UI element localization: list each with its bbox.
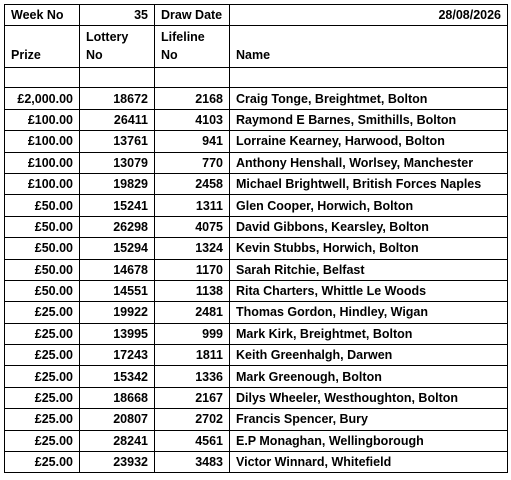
prize-cell: £100.00 bbox=[5, 131, 80, 152]
results-table bbox=[4, 4, 508, 473]
table-row bbox=[5, 280, 508, 301]
winner-name-cell: Francis Spencer, Bury bbox=[230, 409, 508, 430]
lottery-number-cell: 13995 bbox=[80, 323, 155, 344]
lifeline-number-cell: 2458 bbox=[155, 173, 230, 194]
table-row bbox=[5, 259, 508, 280]
lifeline-number-cell: 1138 bbox=[155, 280, 230, 301]
draw-date-value: 28/08/2026 bbox=[230, 5, 508, 26]
prize-cell: £25.00 bbox=[5, 452, 80, 473]
prize-cell: £25.00 bbox=[5, 302, 80, 323]
winner-name-cell: David Gibbons, Kearsley, Bolton bbox=[230, 216, 508, 237]
lifeline-number-cell: 2702 bbox=[155, 409, 230, 430]
lottery-number-cell: 15342 bbox=[80, 366, 155, 387]
winner-name-cell: Rita Charters, Whittle Le Woods bbox=[230, 280, 508, 301]
blank-cell bbox=[230, 68, 508, 88]
lottery-number-cell: 23932 bbox=[80, 452, 155, 473]
lottery-number-cell: 26298 bbox=[80, 216, 155, 237]
lifeline-number-cell: 999 bbox=[155, 323, 230, 344]
week-label: Week No bbox=[5, 5, 80, 26]
table-row bbox=[5, 216, 508, 237]
table-row bbox=[5, 345, 508, 366]
winner-name-cell: Michael Brightwell, British Forces Naples bbox=[230, 173, 508, 194]
prize-cell: £50.00 bbox=[5, 195, 80, 216]
winner-name-cell: Thomas Gordon, Hindley, Wigan bbox=[230, 302, 508, 323]
winner-name-cell: Lorraine Kearney, Harwood, Bolton bbox=[230, 131, 508, 152]
blank-row bbox=[5, 68, 508, 88]
lifeline-number-cell: 1170 bbox=[155, 259, 230, 280]
lottery-number-cell: 15294 bbox=[80, 238, 155, 259]
column-header-row bbox=[5, 26, 508, 68]
name-column-header: Name bbox=[230, 26, 508, 68]
table-row bbox=[5, 387, 508, 408]
lifeline-number-cell: 4075 bbox=[155, 216, 230, 237]
lottery-number-cell: 13761 bbox=[80, 131, 155, 152]
blank-cell bbox=[5, 68, 80, 88]
lifeline-number-cell: 4561 bbox=[155, 430, 230, 451]
winner-name-cell: Glen Cooper, Horwich, Bolton bbox=[230, 195, 508, 216]
winner-name-cell: Mark Kirk, Breightmet, Bolton bbox=[230, 323, 508, 344]
lifeline-number-cell: 1324 bbox=[155, 238, 230, 259]
prize-cell: £25.00 bbox=[5, 323, 80, 344]
header-row bbox=[5, 5, 508, 26]
winner-name-cell: Raymond E Barnes, Smithills, Bolton bbox=[230, 109, 508, 130]
lifeline-number-cell: 4103 bbox=[155, 109, 230, 130]
lottery-number-cell: 14678 bbox=[80, 259, 155, 280]
lifeline-number-cell: 1811 bbox=[155, 345, 230, 366]
table-row bbox=[5, 195, 508, 216]
blank-cell bbox=[80, 68, 155, 88]
prize-cell: £100.00 bbox=[5, 152, 80, 173]
winner-name-cell: E.P Monaghan, Wellingborough bbox=[230, 430, 508, 451]
table-row bbox=[5, 302, 508, 323]
winner-name-cell: Mark Greenough, Bolton bbox=[230, 366, 508, 387]
table-row bbox=[5, 88, 508, 109]
winner-name-cell: Keith Greenhalgh, Darwen bbox=[230, 345, 508, 366]
lifeline-number-cell: 2168 bbox=[155, 88, 230, 109]
table-row bbox=[5, 409, 508, 430]
table-row bbox=[5, 238, 508, 259]
table-row bbox=[5, 152, 508, 173]
prize-cell: £50.00 bbox=[5, 238, 80, 259]
winner-name-cell: Anthony Henshall, Worlsey, Manchester bbox=[230, 152, 508, 173]
winner-name-cell: Kevin Stubbs, Horwich, Bolton bbox=[230, 238, 508, 259]
lifeline-number-cell: 2481 bbox=[155, 302, 230, 323]
lifeline-number-cell: 770 bbox=[155, 152, 230, 173]
table-row bbox=[5, 366, 508, 387]
prize-cell: £50.00 bbox=[5, 216, 80, 237]
prize-cell: £100.00 bbox=[5, 173, 80, 194]
table-row bbox=[5, 173, 508, 194]
lifeline-number-cell: 1336 bbox=[155, 366, 230, 387]
table-row bbox=[5, 430, 508, 451]
prize-cell: £25.00 bbox=[5, 387, 80, 408]
winner-name-cell: Dilys Wheeler, Westhoughton, Bolton bbox=[230, 387, 508, 408]
blank-cell bbox=[155, 68, 230, 88]
lottery-number-cell: 18668 bbox=[80, 387, 155, 408]
lottery-number-cell: 19829 bbox=[80, 173, 155, 194]
lifeline-number-cell: 941 bbox=[155, 131, 230, 152]
prize-cell: £2,000.00 bbox=[5, 88, 80, 109]
prize-cell: £50.00 bbox=[5, 280, 80, 301]
prize-cell: £50.00 bbox=[5, 259, 80, 280]
draw-date-label: Draw Date bbox=[155, 5, 230, 26]
winner-name-cell: Sarah Ritchie, Belfast bbox=[230, 259, 508, 280]
table-row bbox=[5, 131, 508, 152]
lottery-column-header: Lottery No bbox=[80, 26, 155, 68]
lottery-number-cell: 17243 bbox=[80, 345, 155, 366]
lifeline-number-cell: 1311 bbox=[155, 195, 230, 216]
table-row bbox=[5, 452, 508, 473]
lottery-number-cell: 19922 bbox=[80, 302, 155, 323]
prize-cell: £25.00 bbox=[5, 430, 80, 451]
prize-column-header: Prize bbox=[5, 26, 80, 68]
prize-cell: £25.00 bbox=[5, 345, 80, 366]
lifeline-column-header: Lifeline No bbox=[155, 26, 230, 68]
winner-name-cell: Craig Tonge, Breightmet, Bolton bbox=[230, 88, 508, 109]
lottery-number-cell: 26411 bbox=[80, 109, 155, 130]
lottery-number-cell: 20807 bbox=[80, 409, 155, 430]
week-value: 35 bbox=[80, 5, 155, 26]
lottery-number-cell: 14551 bbox=[80, 280, 155, 301]
table-row bbox=[5, 323, 508, 344]
lottery-number-cell: 28241 bbox=[80, 430, 155, 451]
winner-name-cell: Victor Winnard, Whitefield bbox=[230, 452, 508, 473]
table-row bbox=[5, 109, 508, 130]
prize-cell: £100.00 bbox=[5, 109, 80, 130]
prize-cell: £25.00 bbox=[5, 366, 80, 387]
lottery-number-cell: 18672 bbox=[80, 88, 155, 109]
lifeline-number-cell: 3483 bbox=[155, 452, 230, 473]
lottery-number-cell: 13079 bbox=[80, 152, 155, 173]
lifeline-number-cell: 2167 bbox=[155, 387, 230, 408]
lottery-number-cell: 15241 bbox=[80, 195, 155, 216]
prize-cell: £25.00 bbox=[5, 409, 80, 430]
